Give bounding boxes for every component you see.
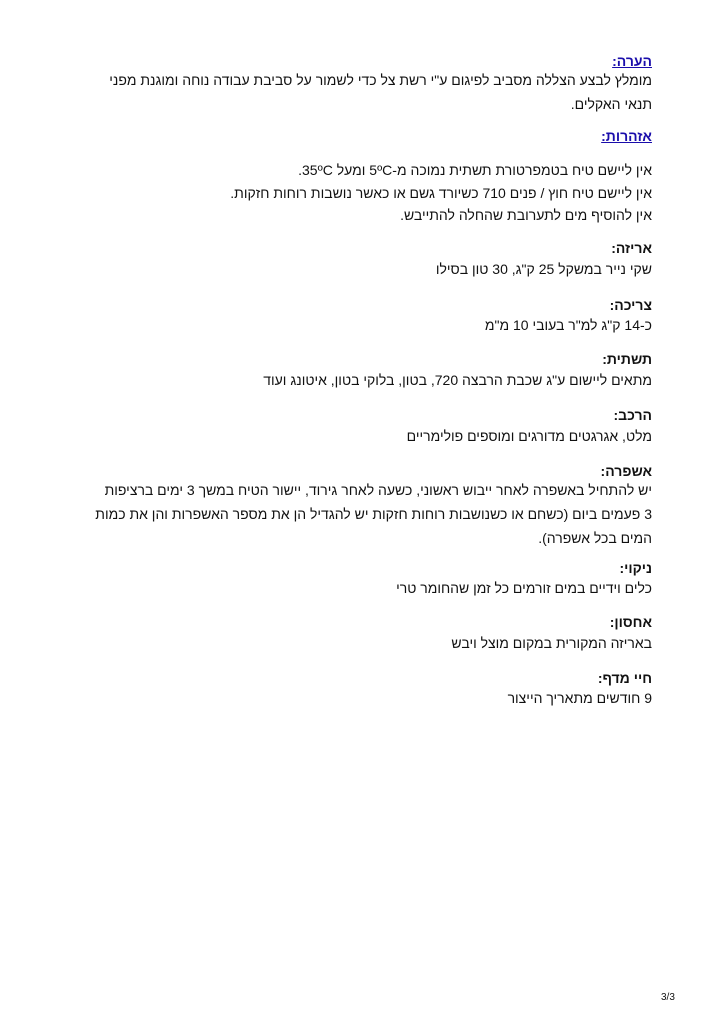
substrate-text: מתאים ליישום ע"ג שכבת הרבצה 720, בטון, בלוקי בטון, איטונג ועוד: [263, 372, 652, 388]
storage-text: באריזה המקורית במקום מוצל ויבש: [451, 635, 652, 651]
warning-line-1: אין ליישם טיח בטמפרטורת תשתית נמוכה מ-5ºC ומעל 35ºC.: [298, 162, 652, 178]
warning-line-2: אין ליישם טיח חוץ / פנים 710 כשיורד גשם או כאשר נושבות רוחות חזקות.: [230, 185, 652, 201]
page-number: 3/3: [661, 992, 675, 1003]
note-text: מומלץ לבצע הצללה מסביב לפיגום ע"י רשת צל כדי לשמור על סביבת עבודה נוחה ומוגנת מפני תנאי האקלים.: [109, 72, 652, 112]
storage-heading: אחסון:: [609, 614, 652, 630]
curing-heading: אשפרה:: [600, 463, 652, 479]
packaging-text: שקי נייר במשקל 25 ק"ג, 30 טון בסילו: [435, 261, 652, 277]
consumption-heading: צריכה:: [609, 297, 652, 313]
composition-text: מלט, אגרגטים מדורגים ומוספים פולימריים: [406, 428, 652, 444]
warning-line-3: אין להוסיף מים לתערובת שהחלה להתייבש.: [400, 207, 652, 223]
note-heading-link[interactable]: הערה:: [612, 53, 652, 69]
cleaning-text: כלים וידיים במים זורמים כל זמן שהחומר טרי: [396, 580, 652, 596]
warnings-heading-link[interactable]: אזהרות:: [601, 128, 652, 144]
shelf-life-text: 9 חודשים מתאריך הייצור: [507, 690, 652, 706]
curing-text: יש להתחיל באשפרה לאחר ייבוש ראשוני, כשעה לאחר גירוד, יישור הטיח במשך 3 ימים ברציפות 3 פעמים ביום (כשחם או כשנושבות רוחות חזקות יש להגדיל הן את מספר האשפרות והן את כמות המים בכל אשפרה).: [95, 482, 652, 546]
substrate-heading: תשתית:: [602, 351, 652, 367]
packaging-heading: אריזה:: [611, 240, 652, 256]
composition-heading: הרכב:: [613, 407, 652, 423]
cleaning-heading: ניקוי:: [619, 560, 652, 576]
consumption-text: כ-14 ק"ג למ"ר בעובי 10 מ"מ: [484, 317, 652, 333]
shelf-life-heading: חיי מדף:: [597, 670, 652, 686]
